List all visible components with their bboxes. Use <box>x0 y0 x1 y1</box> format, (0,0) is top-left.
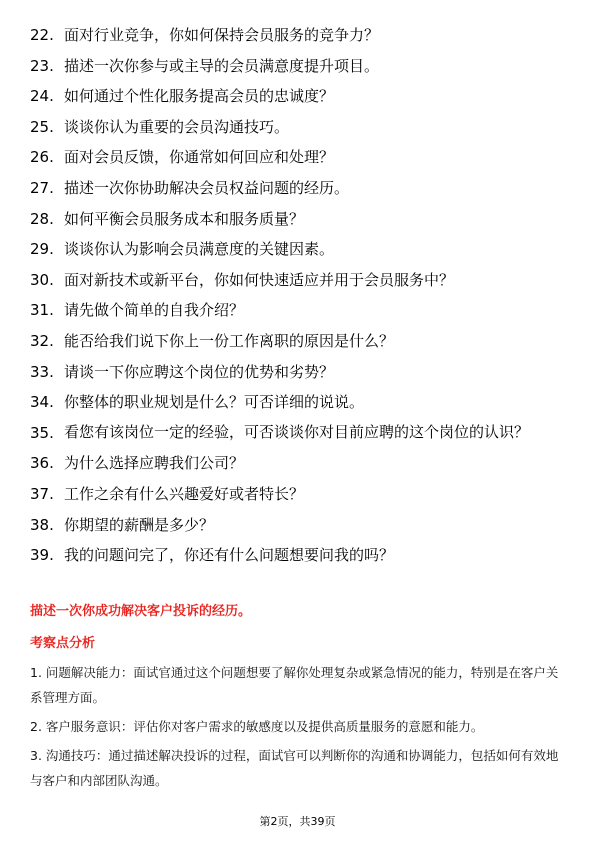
question-item <box>30 544 570 566</box>
question-item <box>30 391 570 413</box>
question-item <box>30 299 570 321</box>
question-item <box>30 422 570 444</box>
question-text: 能否给我们说下你上一份工作离职的原因是什么？ <box>64 331 395 350</box>
question-list <box>30 24 570 575</box>
analysis-point: 2. 客户服务意识：评估你对客户需求的敏感度以及提供高质量服务的意愿和能力。 <box>30 719 484 734</box>
question-text: 谈谈你认为重要的会员沟通技巧。 <box>64 117 290 136</box>
question-item <box>30 24 570 46</box>
question-text: 请谈一下你应聘这个岗位的优势和劣势？ <box>64 362 335 381</box>
analysis-point: 1. 问题解决能力：面试官通过这个问题想要了解你处理复杂或紧急情况的能力，特别是在客户关系管理方面。 <box>30 665 559 705</box>
question-number: 33. <box>30 362 54 381</box>
analysis-list <box>30 660 570 797</box>
question-number: 24. <box>30 87 54 106</box>
section-title: 描述一次你成功解决客户投诉的经历。 <box>30 604 252 619</box>
question-text: 你期望的薪酬是多少？ <box>64 515 215 534</box>
question-number: 23. <box>30 56 54 75</box>
question-number: 37. <box>30 484 54 503</box>
question-number: 28. <box>30 209 54 228</box>
question-item <box>30 483 570 505</box>
question-item <box>30 208 570 230</box>
question-number: 35. <box>30 423 54 442</box>
question-number: 38. <box>30 515 54 534</box>
question-item <box>30 85 570 107</box>
question-text: 面对行业竞争，你如何保持会员服务的竞争力？ <box>64 26 380 44</box>
question-text: 面对会员反馈，你通常如何回应和处理？ <box>64 148 335 167</box>
question-item <box>30 177 570 199</box>
question-text: 如何通过个性化服务提高会员的忠诚度？ <box>64 87 335 106</box>
question-text: 为什么选择应聘我们公司？ <box>64 454 245 473</box>
question-text: 请先做个简单的自我介绍？ <box>64 301 245 320</box>
analysis-point: 3. 沟通技巧：通过描述解决投诉的过程，面试官可以判断你的沟通和协调能力，包括如何有效地与客户和内部团队沟通。 <box>30 748 559 788</box>
question-item <box>30 361 570 383</box>
question-number: 39. <box>30 546 54 565</box>
question-number: 34. <box>30 393 54 412</box>
question-text: 看您有该岗位一定的经验，可否谈谈你对目前应聘的这个岗位的认识？ <box>64 422 530 441</box>
question-number: 27. <box>30 178 54 197</box>
question-number: 22. <box>30 26 54 44</box>
question-text: 面对新技术或新平台，你如何快速适应并用于会员服务中？ <box>64 270 455 289</box>
question-item <box>30 330 570 352</box>
question-text: 我的问题问完了，你还有什么问题想要问我的吗？ <box>64 546 395 565</box>
question-number: 32. <box>30 331 54 350</box>
question-text: 工作之余有什么兴趣爱好或者特长？ <box>64 484 305 503</box>
question-item <box>30 238 570 260</box>
question-text: 描述一次你协助解决会员权益问题的经历。 <box>64 178 350 197</box>
question-item <box>30 452 570 474</box>
page-footer: 第2页，共39页 <box>259 815 336 828</box>
analysis-subtitle: 考察点分析 <box>30 636 96 651</box>
question-number: 26. <box>30 148 54 167</box>
question-text: 如何平衡会员服务成本和服务质量？ <box>64 209 305 228</box>
question-item <box>30 146 570 168</box>
question-number: 30. <box>30 270 54 289</box>
question-text: 描述一次你参与或主导的会员满意度提升项目。 <box>64 56 380 75</box>
question-number: 31. <box>30 301 54 320</box>
question-text: 谈谈你认为影响会员满意度的关键因素。 <box>64 240 335 259</box>
question-item <box>30 514 570 536</box>
question-item <box>30 269 570 291</box>
question-number: 36. <box>30 454 54 473</box>
question-text: 你整体的职业规划是什么？可否详细的说说。 <box>64 393 365 412</box>
question-item <box>30 55 570 77</box>
question-number: 29. <box>30 240 54 259</box>
question-number: 25. <box>30 117 54 136</box>
question-item <box>30 116 570 138</box>
